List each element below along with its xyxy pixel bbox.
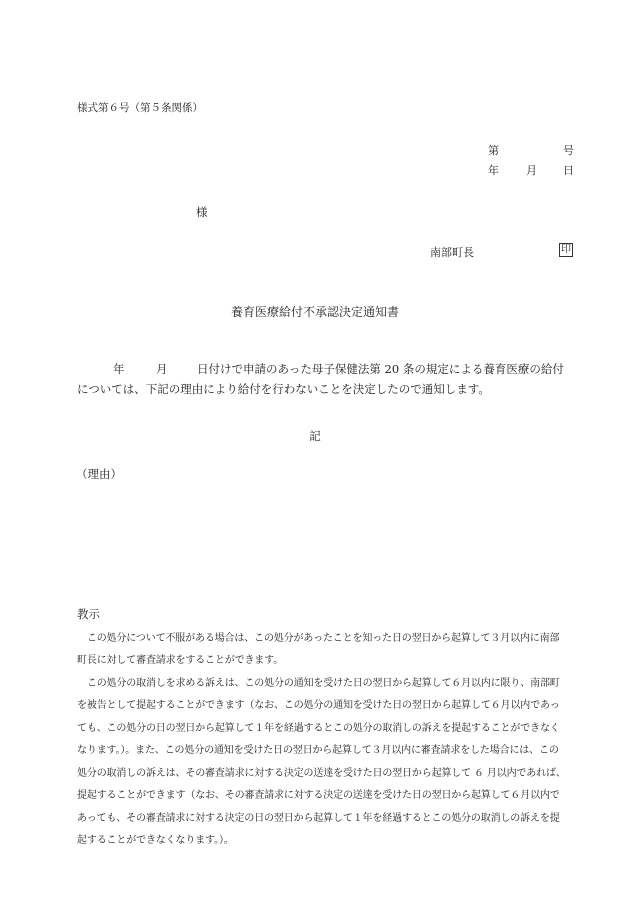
body-year-label: 年 [113,362,125,376]
ki-heading: 記 [309,429,321,443]
instruction-heading: 教示 [77,607,100,621]
instruction-line: 処分の取消しの訴えは、その審査請求に対する決定の送達を受けた日の翌日から起算して ６ 月以内であれば、 [77,768,566,779]
body-line-1-text: 日付けで申請のあった母子保健法第 20 条の規定による養育医療の給付 [197,362,564,376]
body-line-2: については、下記の理由により給付を行わないことを決定したので通知します。 [77,382,490,396]
date-day-label: 日 [563,164,574,177]
document-title: 養育医療給付不承認決定通知書 [230,305,399,319]
form-number: 様式第６号（第５条関係） [77,102,203,114]
document-number-suffix: 号 [563,144,574,157]
instruction-line: を被告として提起することができます（なお、この処分の通知を受けた日の翌日から起算して６月以内であっ [77,700,560,711]
instruction-line: この処分の取消しを求める訴えは、この処分の通知を受けた日の翌日から起算して６月以内に限り、南部町 [77,678,560,689]
addressee-honorific: 様 [196,205,208,219]
issuer-name: 南部町長 [430,246,474,259]
instruction-line: あっても、その審査請求に対する決定の日の翌日から起算して１年を経過するとこの処分の取消しの訴えを提 [77,813,560,824]
instruction-line: 提起することができます（なお、その審査請求に対する決定の送達を受けた日の翌日から起算して６月以内で [77,790,560,801]
instruction-line: 起することができなくなります。）。 [77,835,234,846]
date-year-label: 年 [488,164,499,177]
seal-mark: 印 [561,244,571,255]
instruction-line: なります。）。また、この処分の通知を受けた日の翌日から起算して３月以内に審査請求をした場合には、この [77,745,559,756]
date-month-label: 月 [526,164,537,177]
instruction-line: 町長に対して審査請求をすることができます。 [77,655,284,666]
body-month-label: 月 [156,362,168,376]
instruction-line: ても、この処分の日の翌日から起算して１年を経過するとこの処分の取消しの訴えを提起することができなく [77,723,560,734]
reason-label: （理由） [76,467,122,481]
instruction-line: この処分について不服がある場合は、この処分があったことを知った日の翌日から起算して３月以内に南部 [77,633,560,644]
document-number-prefix: 第 [488,144,499,157]
